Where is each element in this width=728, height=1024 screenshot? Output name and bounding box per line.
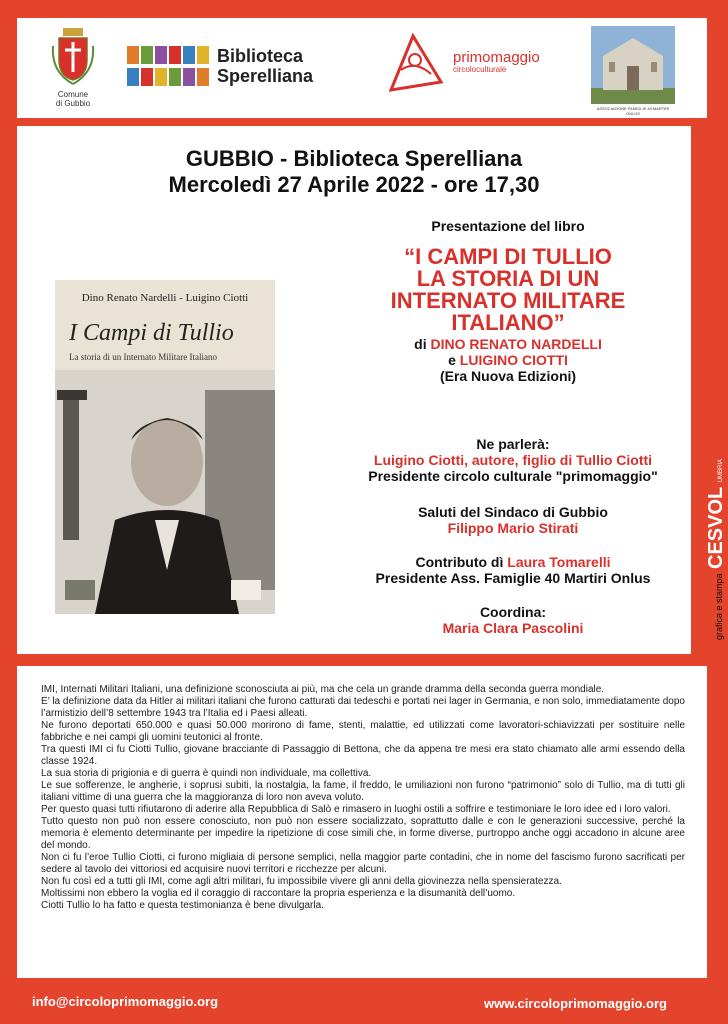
cover-subtitle: La storia di un Internato Militare Italiano bbox=[69, 352, 217, 362]
primomaggio-name: primomaggio bbox=[453, 49, 540, 66]
cover-title: I Campi di Tullio bbox=[69, 320, 234, 346]
paragraph: E’ la definizione data da Hitler ai militari italiani che furono catturati dai tedeschi e portati nei lager in Germania, e non solo, immediatamente dopo l’armistizio dell’8 settembre 1943 tra l’Italia ed i Paesi alleati. bbox=[41, 696, 685, 719]
paragraph: Non fu così ed a tutti gli IMI, come agli altri militari, fu impossibile vivere gli anni della giovinezza nella spensieratezza. bbox=[41, 876, 562, 887]
website-link[interactable]: www.circoloprimomaggio.org bbox=[484, 996, 667, 1011]
speaker-role: Presidente circolo culturale "primomaggio" bbox=[368, 468, 658, 484]
author-name: DINO RENATO NARDELLI bbox=[430, 336, 602, 352]
logos-banner bbox=[17, 18, 707, 118]
program-coordination bbox=[343, 604, 683, 636]
primomaggio-logo-text bbox=[453, 50, 540, 74]
association-label: ASSOCIAZIONE FAMIGLIE 40 MARTIRI ONLUS bbox=[596, 106, 670, 116]
paragraph: Tra questi IMI ci fu Ciotti Tullio, giovane bracciante di Passaggio di Bettona, che da appena tre mesi era stato chiamato alle armi essendo della classe 1924. bbox=[41, 744, 685, 767]
paragraph: IMI, Internati Militari Italiani, una definizione sconosciuta ai più, ma che cela un grande dramma della seconda guerra mondiale. bbox=[41, 684, 605, 695]
author-prefix: e bbox=[448, 352, 460, 368]
book-title-line: INTERNATO MILITARE bbox=[390, 288, 626, 313]
program-contribution bbox=[343, 554, 683, 586]
email-link[interactable]: info@circoloprimomaggio.org bbox=[32, 994, 219, 1009]
book-title bbox=[343, 246, 673, 334]
book-title-line: “I CAMPI DI TULLIO bbox=[404, 244, 612, 269]
event-panel bbox=[17, 126, 691, 654]
primomaggio-sub: circoloculturale bbox=[453, 65, 507, 74]
presentation-label: Presentazione del libro bbox=[431, 218, 585, 234]
primomaggio-mark-icon bbox=[383, 30, 449, 102]
gubbio-crest-icon bbox=[51, 26, 95, 88]
event-datetime: Mercoledì 27 Aprile 2022 - ore 17,30 bbox=[168, 172, 540, 197]
program-label: Saluti del Sindaco di Gubbio bbox=[418, 504, 608, 520]
cesvol-region: UMBRIA bbox=[718, 458, 724, 483]
biblioteca-line1: Biblioteca bbox=[217, 46, 304, 66]
author-prefix: di bbox=[414, 336, 431, 352]
program-label: Ne parlerà: bbox=[476, 436, 550, 452]
printer-credit-label: grafica e stampa bbox=[714, 573, 724, 640]
book-title-line: ITALIANO” bbox=[451, 310, 565, 335]
cover-photo-icon bbox=[55, 370, 275, 614]
biblioteca-line2: Sperelliana bbox=[217, 66, 314, 86]
author-name: LUIGINO CIOTTI bbox=[459, 352, 568, 368]
comune-line2: di Gubbio bbox=[55, 99, 91, 108]
coordinator-name: Maria Clara Pascolini bbox=[442, 620, 584, 636]
paragraph: Tutto questo non può non essere conosciuto, non può non essere socializzato, soprattutto dalle e con le generazioni successive, perché la memoria è elemento determinante per impedire la ripetizione di cose simili che, in forme diverse, purtroppo anche oggi accadono in alcune aree del mondo. bbox=[41, 816, 685, 851]
cover-authors: Dino Renato Nardelli - Luigino Ciotti bbox=[81, 292, 249, 304]
comune-label bbox=[45, 90, 101, 108]
publisher: (Era Nuova Edizioni) bbox=[439, 368, 577, 384]
author-line bbox=[343, 336, 673, 352]
contributor-role: Presidente Ass. Famiglie 40 Martiri Onlus bbox=[375, 570, 651, 586]
church-photo-icon bbox=[591, 26, 675, 104]
comune-line1: Comune bbox=[57, 90, 89, 99]
program-label: Contributo dì bbox=[415, 554, 508, 570]
program-speaker bbox=[343, 436, 683, 484]
paragraph: Non ci fu l’eroe Tullio Ciotti, ci furono migliaia di persone semplici, nella maggior parte contadini, che in nome del fascismo furono sacrificati per sedere al tavolo dei vittoriosi ed acquisire nuovi territori e ricchezze per alcuni. bbox=[41, 852, 685, 875]
author-line bbox=[343, 352, 673, 368]
biblioteca-logo-text bbox=[217, 46, 313, 86]
paragraph: Per questo quasi tutti rifiutarono di aderire alla Repubblica di Salò e rimasero in luoghi ostili a soffrire e testimoniare le loro idee ed i loro valori. bbox=[41, 804, 671, 815]
paragraph: La sua storia di prigionia e di guerra è quindi non individuale, ma collettiva. bbox=[41, 768, 372, 779]
program-label: Coordina: bbox=[479, 604, 547, 620]
program-greetings bbox=[343, 504, 683, 536]
biblioteca-mark-icon bbox=[127, 46, 213, 88]
book-title-line: LA STORIA DI UN bbox=[416, 266, 600, 291]
authors bbox=[343, 336, 673, 384]
cesvol-logo-text: CESVOL bbox=[705, 486, 727, 569]
paragraph: Moltissimi non ebbero la voglia ed il coraggio di raccontare la propria esperienza e la disumanità dell’uomo. bbox=[41, 888, 516, 899]
paragraph: Ne furono deportati 650.000 e quasi 50.000 morirono di fame, stenti, malattie, ed utilizzati come lavoratori-schiavizzati per sostituire nelle fabbriche e nei campi gli uomini teutonici al fronte. bbox=[41, 720, 685, 743]
paragraph: Le sue sofferenze, le angherie, i soprusi subiti, la nostalgia, la fame, il freddo, le umiliazioni non furono “patrimonio” solo di Tullio, ma di tutti gli italiani vittime di una guerra che la maggioranza di loro non aveva voluto. bbox=[41, 780, 685, 803]
paragraph: Ciotti Tullio lo ha fatto e questa testimonianza è bene divulgarla. bbox=[41, 900, 324, 911]
description-panel bbox=[17, 666, 707, 978]
mayor-name: Filippo Mario Stirati bbox=[447, 520, 579, 536]
event-venue: GUBBIO - Biblioteca Sperelliana bbox=[185, 146, 523, 171]
printer-credit bbox=[705, 459, 728, 640]
speaker-name: Luigino Ciotti, autore, figlio di Tullio Ciotti bbox=[373, 452, 653, 468]
book-cover bbox=[55, 280, 275, 614]
description-text bbox=[41, 684, 685, 912]
contributor-name: Laura Tomarelli bbox=[507, 554, 611, 570]
